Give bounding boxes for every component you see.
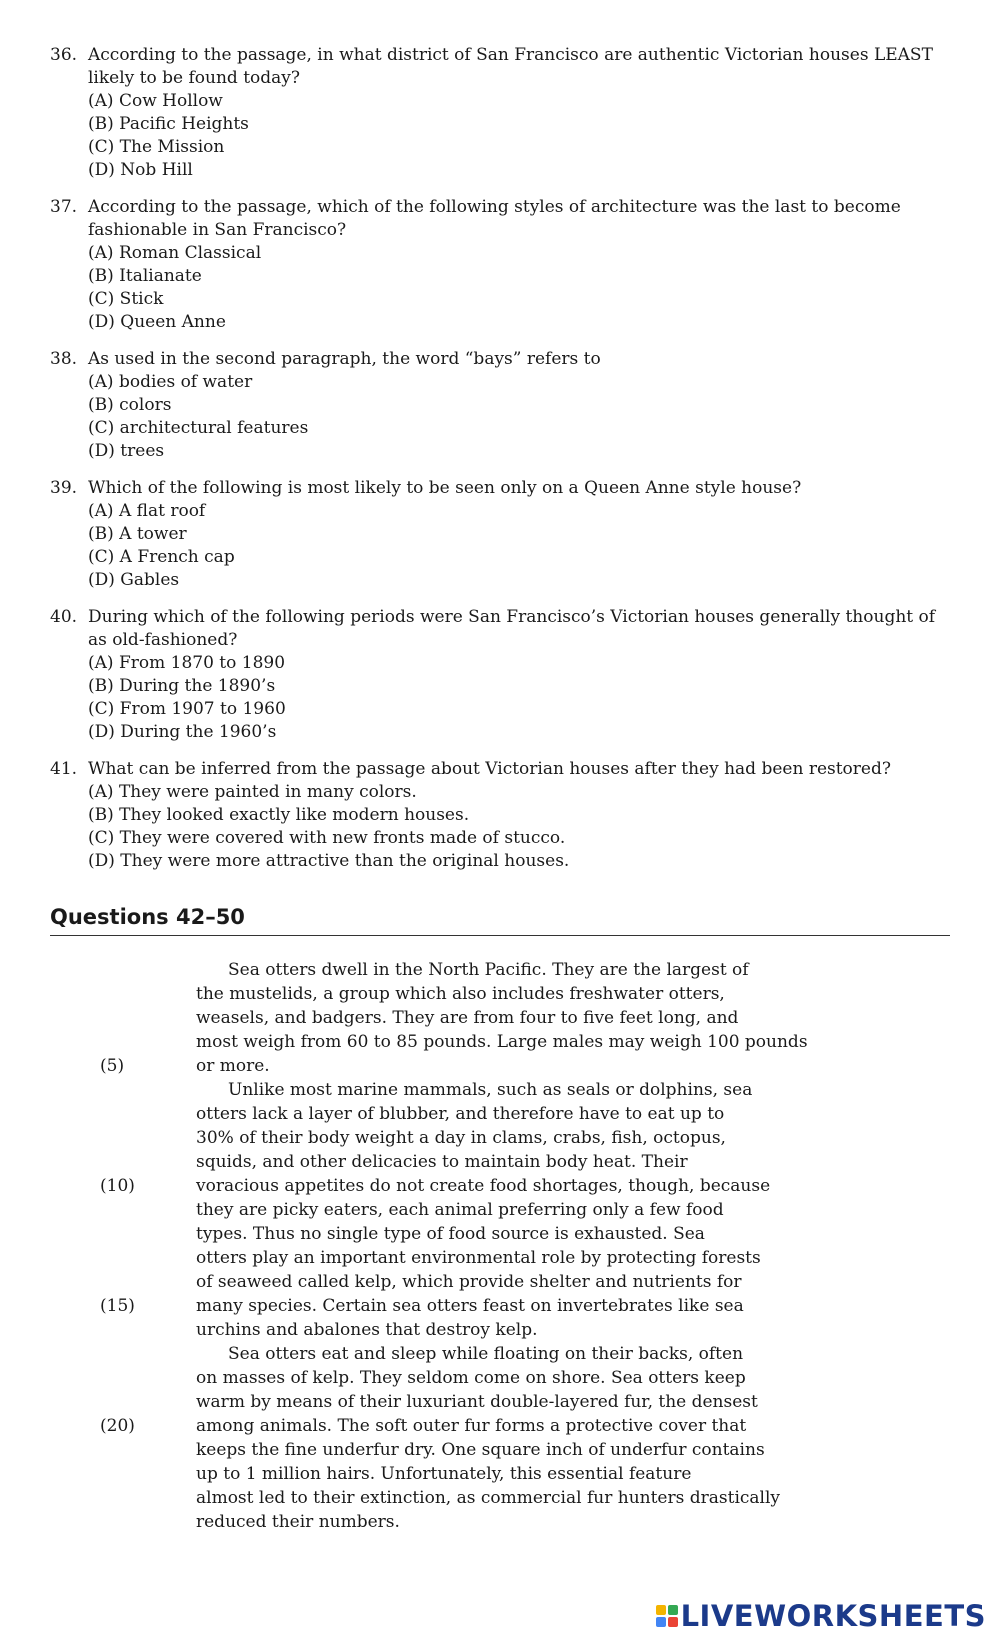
passage-line <box>100 1126 900 1150</box>
passage-line-text: voracious appetites do not create food shortages, though, because <box>196 1176 771 1196</box>
line-number: (20) <box>100 1416 135 1436</box>
passage-line <box>100 1102 900 1126</box>
question-38 <box>50 348 950 463</box>
option-b: (B) They looked exactly like modern houses. <box>88 805 470 825</box>
question-number: 36. <box>50 45 78 65</box>
option-d: (D) Nob Hill <box>88 160 193 180</box>
reading-passage <box>100 958 900 1534</box>
section-heading: Questions 42–50 <box>50 904 950 936</box>
option-b: (B) Pacific Heights <box>88 114 249 134</box>
passage-line <box>100 1462 900 1486</box>
passage-line-text: or more. <box>196 1056 270 1076</box>
line-number: (15) <box>100 1296 135 1316</box>
question-number: 39. <box>50 478 78 498</box>
option-d: (D) Queen Anne <box>88 312 226 332</box>
question-stem: Which of the following is most likely to be seen only on a Queen Anne style house? <box>88 478 802 498</box>
option-a: (A) They were painted in many colors. <box>88 782 417 802</box>
question-40 <box>50 606 950 744</box>
question-39 <box>50 477 950 592</box>
passage-line <box>100 1078 900 1102</box>
option-c: (C) They were covered with new fronts made of stucco. <box>88 828 566 848</box>
passage-line <box>100 1438 900 1462</box>
option-c: (C) Stick <box>88 289 164 309</box>
passage-line <box>100 1222 900 1246</box>
liveworksheets-logo <box>656 1599 986 1633</box>
option-a: (A) bodies of water <box>88 372 253 392</box>
passage-line <box>100 1510 900 1534</box>
logo-text: LIVEWORKSHEETS <box>680 1599 986 1633</box>
option-a: (A) From 1870 to 1890 <box>88 653 286 673</box>
logo-square <box>656 1617 666 1627</box>
option-d: (D) Gables <box>88 570 180 590</box>
passage-line-text: urchins and abalones that destroy kelp. <box>196 1320 538 1340</box>
passage-line <box>100 1006 900 1030</box>
passage-line <box>100 1198 900 1222</box>
passage-line-text: many species. Certain sea otters feast on invertebrates like sea <box>196 1296 744 1316</box>
passage-line-text: on masses of kelp. They seldom come on shore. Sea otters keep <box>196 1368 746 1388</box>
passage-line <box>100 1366 900 1390</box>
passage-line <box>100 1246 900 1270</box>
option-d: (D) trees <box>88 441 165 461</box>
logo-square <box>656 1605 666 1615</box>
passage-line-text: they are picky eaters, each animal preferring only a few food <box>196 1200 724 1220</box>
option-c: (C) architectural features <box>88 418 309 438</box>
passage-line-text: reduced their numbers. <box>196 1512 400 1532</box>
question-stem: According to the passage, in what district of San Francisco are authentic Victorian houses LEAST likely to be found today? <box>88 45 933 88</box>
passage-line <box>100 1318 900 1342</box>
passage-line-text: Sea otters dwell in the North Pacific. They are the largest of <box>228 960 749 980</box>
question-stem: As used in the second paragraph, the word “bays” refers to <box>88 349 601 369</box>
passage-line-text: among animals. The soft outer fur forms a protective cover that <box>196 1416 747 1436</box>
question-number: 37. <box>50 197 78 217</box>
passage-line-text: 30% of their body weight a day in clams, crabs, fish, octopus, <box>196 1128 726 1148</box>
passage-line-text: of seaweed called kelp, which provide shelter and nutrients for <box>196 1272 742 1292</box>
option-a: (A) Cow Hollow <box>88 91 223 111</box>
passage-line-text: types. Thus no single type of food source is exhausted. Sea <box>196 1224 705 1244</box>
option-d: (D) During the 1960’s <box>88 722 277 742</box>
passage-line-text: squids, and other delicacies to maintain body heat. Their <box>196 1152 688 1172</box>
logo-square <box>668 1605 678 1615</box>
logo-icon <box>656 1605 678 1627</box>
option-c: (C) A French cap <box>88 547 235 567</box>
question-41 <box>50 758 950 873</box>
option-d: (D) They were more attractive than the original houses. <box>88 851 570 871</box>
option-b: (B) colors <box>88 395 172 415</box>
option-c: (C) The Mission <box>88 137 225 157</box>
passage-line <box>100 1342 900 1366</box>
question-number: 40. <box>50 607 78 627</box>
passage-line <box>100 958 900 982</box>
passage-line-text: most weigh from 60 to 85 pounds. Large males may weigh 100 pounds <box>196 1032 808 1052</box>
option-b: (B) Italianate <box>88 266 202 286</box>
question-stem: During which of the following periods were San Francisco’s Victorian houses generally thought of as old-fashioned? <box>88 607 936 650</box>
question-stem: What can be inferred from the passage about Victorian houses after they had been restored? <box>88 759 891 779</box>
passage-line-text: warm by means of their luxuriant double-layered fur, the densest <box>196 1392 758 1412</box>
passage-line <box>100 1390 900 1414</box>
passage-line-text: up to 1 million hairs. Unfortunately, this essential feature <box>196 1464 692 1484</box>
option-b: (B) During the 1890’s <box>88 676 276 696</box>
passage-line-text: Unlike most marine mammals, such as seals or dolphins, sea <box>228 1080 753 1100</box>
option-a: (A) A flat roof <box>88 501 206 521</box>
passage-line <box>100 1030 900 1054</box>
question-number: 38. <box>50 349 78 369</box>
passage-line <box>100 982 900 1006</box>
question-stem: According to the passage, which of the following styles of architecture was the last to become fashionable in San Francisco? <box>88 197 901 240</box>
passage-line <box>100 1414 900 1438</box>
passage-line-text: otters lack a layer of blubber, and therefore have to eat up to <box>196 1104 725 1124</box>
passage-line <box>100 1150 900 1174</box>
logo-square <box>668 1617 678 1627</box>
passage-line-text: otters play an important environmental role by protecting forests <box>196 1248 761 1268</box>
option-c: (C) From 1907 to 1960 <box>88 699 286 719</box>
line-number: (10) <box>100 1176 135 1196</box>
passage-line-text: keeps the fine underfur dry. One square inch of underfur contains <box>196 1440 765 1460</box>
passage-line-text: Sea otters eat and sleep while floating on their backs, often <box>228 1344 744 1364</box>
passage-line <box>100 1174 900 1198</box>
option-b: (B) A tower <box>88 524 187 544</box>
option-a: (A) Roman Classical <box>88 243 262 263</box>
question-37 <box>50 196 950 334</box>
passage-line <box>100 1294 900 1318</box>
question-number: 41. <box>50 759 78 779</box>
question-36 <box>50 44 950 182</box>
passage-line <box>100 1486 900 1510</box>
passage-line-text: weasels, and badgers. They are from four to five feet long, and <box>196 1008 739 1028</box>
passage-line <box>100 1054 900 1078</box>
passage-line-text: the mustelids, a group which also includes freshwater otters, <box>196 984 725 1004</box>
passage-line <box>100 1270 900 1294</box>
passage-line-text: almost led to their extinction, as commercial fur hunters drastically <box>196 1488 781 1508</box>
line-number: (5) <box>100 1056 125 1076</box>
